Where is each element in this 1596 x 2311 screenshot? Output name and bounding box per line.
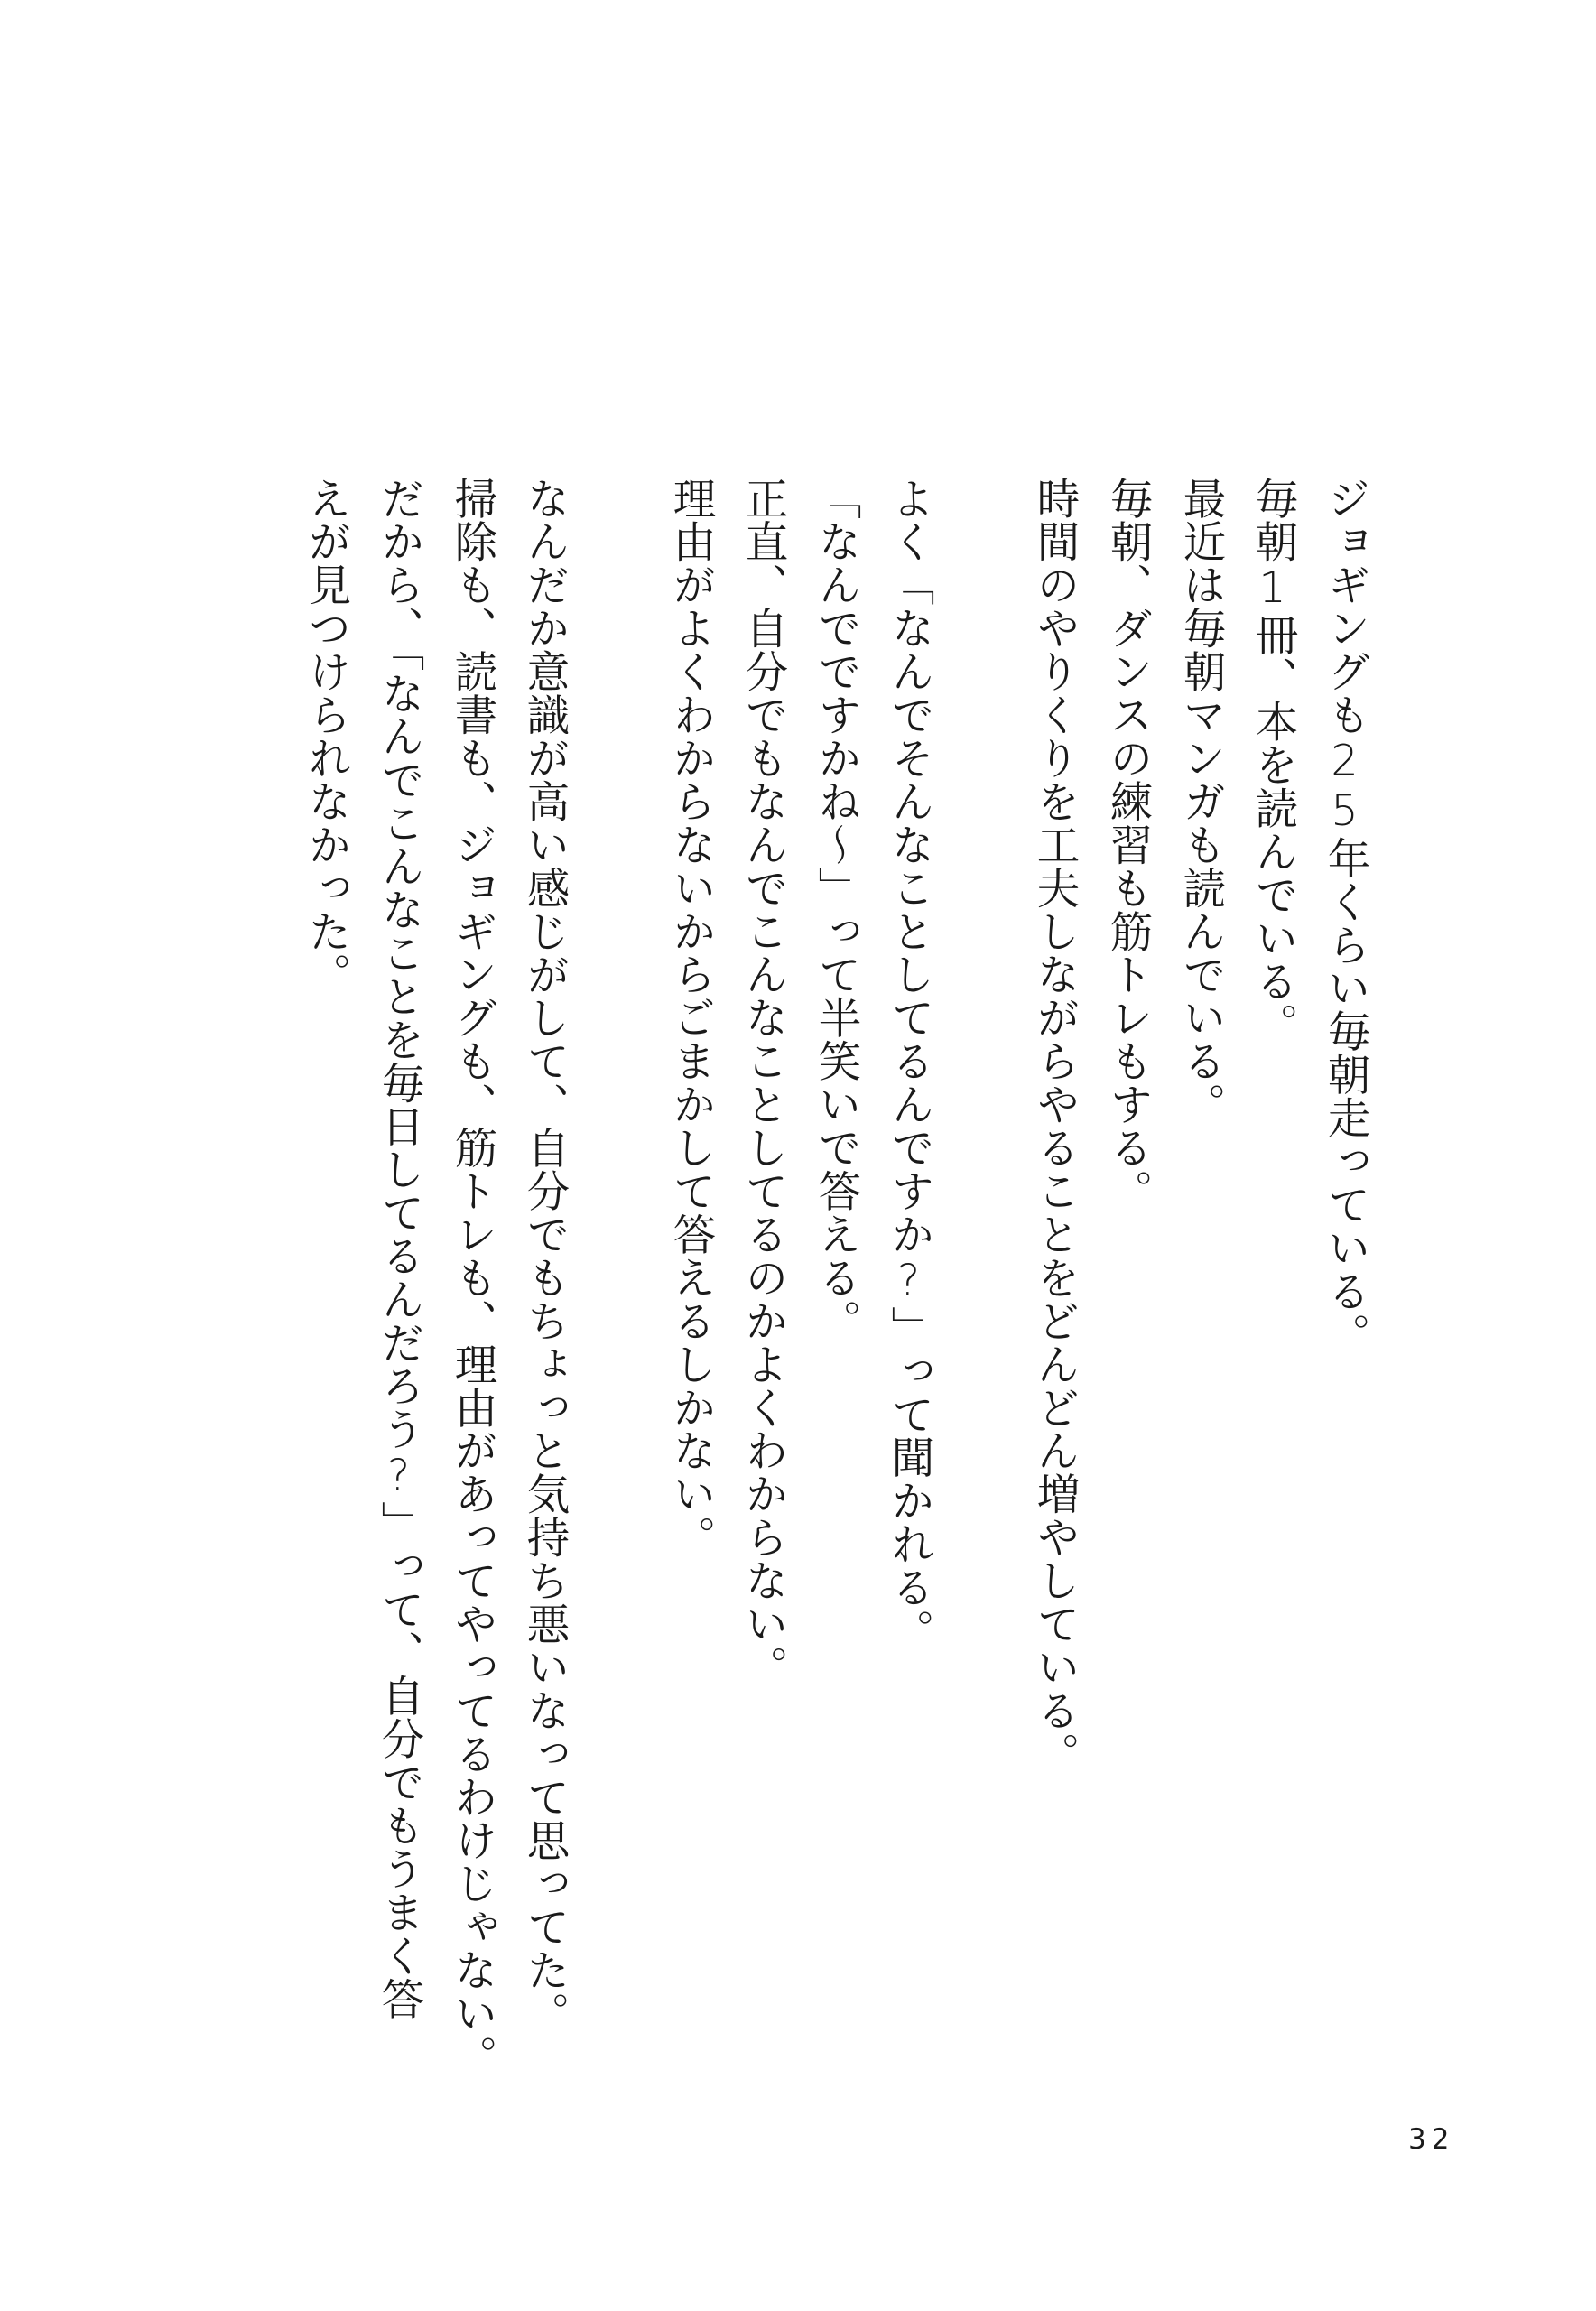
text-line-2: 毎朝1冊、本を読んでいる。 — [1248, 477, 1297, 1046]
text-line-4: 毎朝、ダンスの練習も筋トレもする。 — [1102, 477, 1152, 1213]
text-line-1: ジョギングも25年くらい毎朝走っている。 — [1320, 477, 1369, 1356]
text-line-5: 時間のやりくりを工夫しながらやることをどんどん増やしている。 — [1029, 477, 1079, 1776]
text-line-7: 「なんでですかね〜」って半笑いで答える。 — [811, 477, 860, 1342]
text-line-3: 最近は毎朝マンガも読んでいる。 — [1175, 477, 1225, 1127]
text-line-8: 正直、自分でもなんでこんなことしてるのかよくわからない。 — [738, 477, 787, 1689]
text-line-10: なんだか意識が高い感じがして、自分でもちょっと気持ち悪いなって思ってた。 — [519, 477, 569, 2036]
text-line-11: 掃除も、読書も、ジョギングも、筋トレも、理由があってやってるわけじゃない。 — [447, 477, 496, 2079]
text-line-13: えが見つけられなかった。 — [301, 477, 350, 997]
text-line-12: だから、「なんでこんなことを毎日してるんだろう?」って、自分でもうまく答 — [374, 477, 423, 2020]
page-number: 32 — [1408, 2123, 1455, 2156]
text-line-6: よく「なんでそんなことしてるんですか?」って聞かれる。 — [884, 477, 933, 1653]
text-line-9: 理由がよくわからないからごまかして答えるしかない。 — [665, 477, 715, 1559]
